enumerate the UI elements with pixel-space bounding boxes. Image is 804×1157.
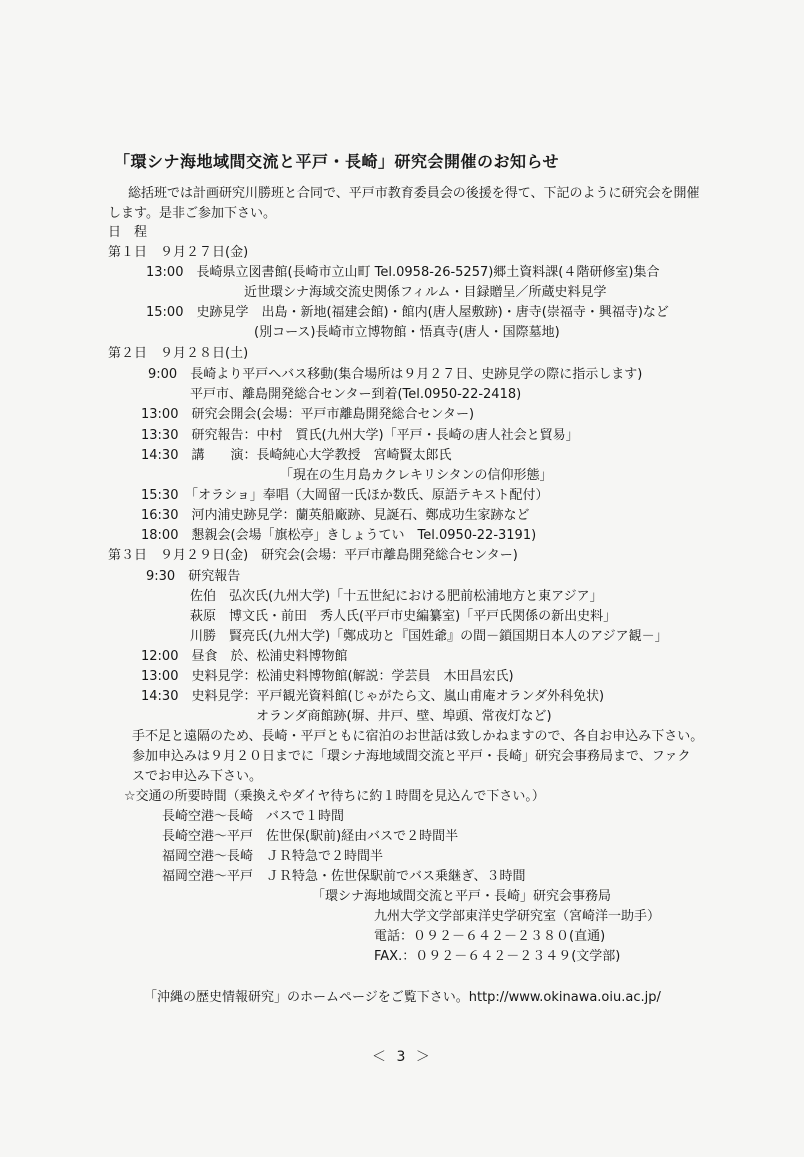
office-phone: 電話：０９２－６４２－２３８０(直通) — [374, 929, 606, 944]
day2-heading: 第２日 ９月２８日(土) — [108, 346, 249, 361]
transport-heading: ☆交通の所要時間（乗換えやダイヤ待ちに約１時間を見込んで下さい。） — [124, 789, 545, 804]
note-line: スでお申込み下さい。 — [132, 769, 263, 784]
day2-line: 18:00 懇親会(会場「旗松亭」きしょうてい Tel.0950-22-3191) — [141, 528, 537, 543]
transport-line: 長崎空港～平戸 佐世保(駅前)経由バスで２時間半 — [162, 829, 459, 844]
day3-line: 13:00 史料見学：松浦史料博物館(解説：学芸員 木田昌宏氏) — [141, 669, 514, 684]
day1-heading: 第１日 ９月２７日(金) — [108, 245, 249, 260]
schedule-heading: 日 程 — [108, 225, 148, 240]
day2-line: 16:30 河内浦史跡見学：蘭英船廠跡、見誕石、鄭成功生家跡など — [141, 508, 530, 523]
transport-line: 長崎空港～長崎 バスで１時間 — [162, 809, 345, 824]
day2-line: 14:30 講 演：長崎純心大学教授 宮崎賢太郎氏 — [141, 448, 452, 463]
page-number: ＜ 3 ＞ — [372, 1049, 433, 1065]
transport-line: 福岡空港～平戸 ＪＲ特急・佐世保駅前でバス乗継ぎ、３時間 — [162, 869, 526, 884]
office-fax: FAX.：０９２－６４２－２３４９(文学部) — [374, 949, 621, 964]
day3-line: 佐伯 弘次氏(九州大学)「十五世紀における肥前松浦地方と東アジア」 — [190, 589, 603, 604]
notice-title: 「環シナ海地域間交流と平戸・長崎」研究会開催のお知らせ — [114, 152, 560, 171]
day1-line: 13:00 長崎県立図書館(長崎市立山町 Tel.0958-26-5257)郷土資料課(４階研修室)集合 — [146, 265, 660, 280]
day2-line: 9:00 長崎より平戸へバス移動(集合場所は９月２７日、史跡見学の際に指示します) — [148, 367, 643, 382]
office-line: 九州大学文学部東洋史学研究室（宮崎洋一助手） — [374, 909, 661, 924]
note-line: 手不足と遠隔のため、長崎・平戸ともに宿泊のお世話は致しかねますので、各自お申込み下さい。 — [132, 729, 704, 744]
day2-line: 13:00 研究会開会(会場：平戸市離島開発総合センター) — [141, 407, 475, 422]
transport-line: 福岡空港～長崎 ＪＲ特急で２時間半 — [162, 849, 384, 864]
footer-website-note: 「沖縄の歴史情報研究」のホームページをご覧下さい。http://www.okinawa.oiu.ac.jp/ — [144, 990, 661, 1005]
day2-line: 「現在の生月島カクレキリシタンの信仰形態」 — [280, 468, 553, 483]
day3-line: 川勝 賢亮氏(九州大学)「鄭成功と『国姓爺』の間－鎖国期日本人のアジア観－」 — [190, 629, 668, 644]
day1-line: (別コース)長崎市立博物館・悟真寺(唐人・国際墓地) — [254, 325, 560, 340]
day3-line: 14:30 史料見学：平戸観光資料館(じゃがたら文、嵐山甫庵オランダ外科免状) — [141, 689, 605, 704]
day3-line: 9:30 研究報告 — [146, 569, 241, 584]
note-line: 参加申込みは９月２０日までに「環シナ海地域間交流と平戸・長崎」研究会事務局まで、ファク — [132, 749, 691, 764]
intro-line-1: 総括班では計画研究川勝班と合同で、平戸市教育委員会の後援を得て、下記のように研究会を開催 — [128, 186, 700, 201]
day3-line: 萩原 博文氏・前田 秀人氏(平戸市史編纂室)「平戸氏関係の新出史料」 — [190, 609, 617, 624]
intro-line-2: します。是非ご参加下さい。 — [108, 206, 276, 221]
day3-heading: 第３日 ９月２９日(金) 研究会(会場：平戸市離島開発総合センター) — [108, 548, 518, 563]
day2-line: 15:30 「オラショ」奉唱（大岡留一氏ほか数氏、原語テキスト配付） — [141, 488, 549, 503]
office-line: 「環シナ海地域間交流と平戸・長崎」研究会事務局 — [312, 889, 612, 904]
day1-line: 近世環シナ海域交流史関係フィルム・目録贈呈／所蔵史料見学 — [244, 285, 607, 300]
day3-line: オランダ商館跡(塀、井戸、壁、埠頭、常夜灯など) — [256, 709, 552, 724]
day1-line: 15:00 史跡見学 出島・新地(福建会館)・館内(唐人屋敷跡)・唐寺(崇福寺・興福寺)など — [146, 305, 669, 320]
day2-line: 平戸市、離島開発総合センター到着(Tel.0950-22-2418) — [190, 387, 522, 402]
day3-line: 12:00 昼食 於、松浦史料博物館 — [141, 649, 348, 664]
day2-line: 13:30 研究報告：中村 質氏(九州大学)「平戸・長崎の唐人社会と貿易」 — [141, 428, 579, 443]
